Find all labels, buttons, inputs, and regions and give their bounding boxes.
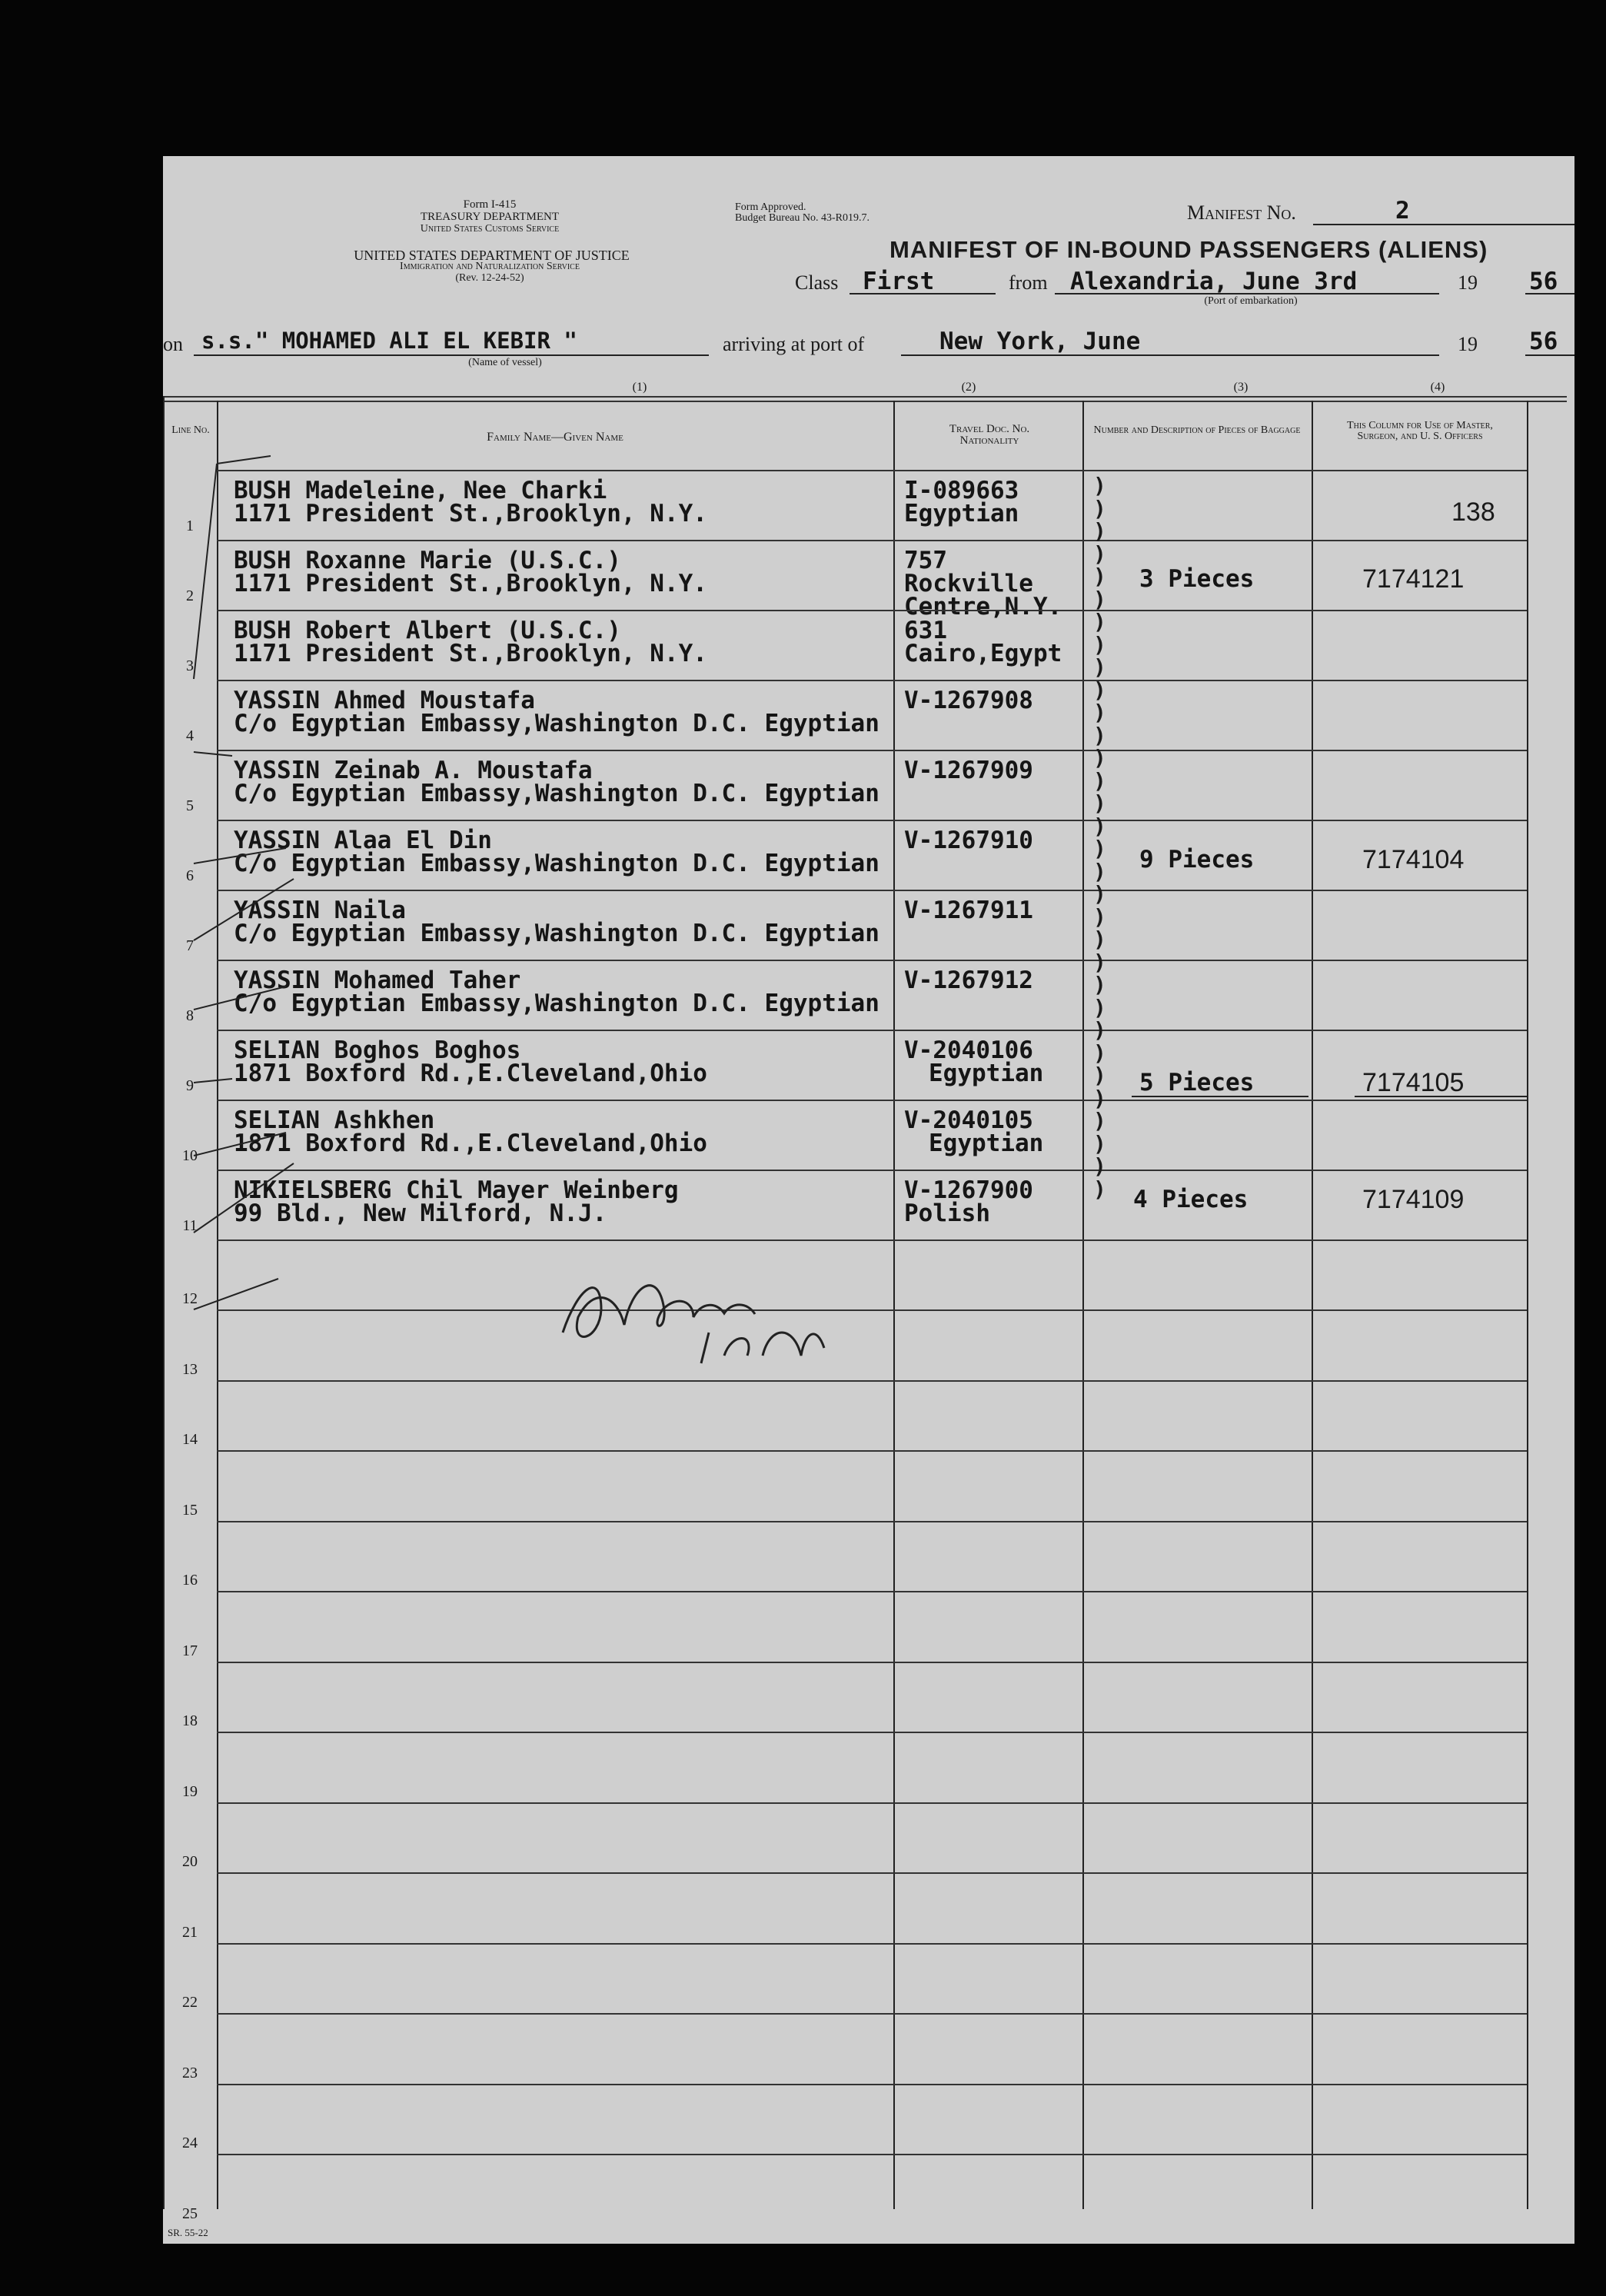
justice-dept: UNITED STATES DEPARTMENT OF JUSTICE: [354, 248, 630, 263]
line-number: 4: [186, 727, 194, 744]
passenger-name: YASSIN Naila: [234, 897, 406, 924]
officer-underline: [1355, 1096, 1527, 1097]
line-number: 5: [186, 797, 194, 814]
form-approved: Form Approved.: [735, 201, 806, 213]
travel-doc-no: V-2040106: [904, 1037, 1033, 1064]
line-number: 6: [186, 867, 194, 884]
year-prefix-2: 19: [1458, 333, 1478, 355]
travel-doc-no: V-1267911: [904, 897, 1033, 924]
bracket-mark: ): [1093, 609, 1106, 634]
line-number: 14: [182, 1431, 198, 1448]
col-num-3: (3): [1233, 381, 1249, 394]
year-value-2: 56: [1529, 328, 1558, 355]
bracket-mark: ): [1093, 631, 1106, 657]
arriving-label: arriving at port of: [723, 333, 865, 355]
bracket-mark: ): [1093, 1040, 1106, 1066]
baggage-entry: 3 Pieces: [1139, 565, 1255, 593]
row-divider: [217, 1732, 1527, 1733]
bracket-mark: ): [1093, 1108, 1106, 1133]
passenger-address: 1171 President St.,Brooklyn, N.Y.: [234, 640, 707, 667]
passenger-name: BUSH Roxanne Marie (U.S.C.): [234, 547, 621, 574]
bracket-mark: ): [1093, 790, 1106, 816]
passenger-address: C/o Egyptian Embassy,Washington D.C. Egyptian: [234, 850, 879, 877]
passenger-name: SELIAN Boghos Boghos: [234, 1037, 521, 1064]
embark-caption: (Port of embarkation): [1204, 295, 1298, 307]
customs-service: United States Customs Service: [420, 223, 560, 235]
row-divider: [217, 1450, 1527, 1452]
line-number: 12: [182, 1290, 198, 1307]
manifest-no-value: 2: [1395, 197, 1410, 225]
row-divider: [217, 1802, 1527, 1804]
on-label: on: [163, 333, 183, 355]
nationality: Rockville: [904, 570, 1033, 597]
passenger-name: YASSIN Alaa El Din: [234, 827, 492, 854]
bracket-mark: ): [1093, 903, 1106, 930]
passenger-address: 1871 Boxford Rd.,E.Cleveland,Ohio: [234, 1060, 707, 1087]
travel-doc-no: V-1267909: [904, 757, 1033, 784]
bracket-mark: ): [1093, 564, 1106, 589]
line-number: 17: [182, 1642, 198, 1659]
officer-entry: 138: [1451, 497, 1495, 527]
col-num-4: (4): [1430, 381, 1445, 394]
row-divider: [217, 1591, 1527, 1592]
bracket-mark: ): [1093, 473, 1106, 498]
check-marks: [171, 448, 555, 1402]
header-baggage: Number and Description of Pieces of Baggage: [1093, 424, 1301, 436]
bracket-mark: ): [1093, 836, 1106, 861]
line-number: 25: [182, 2204, 198, 2222]
bracket-mark: ): [1093, 495, 1106, 521]
bracket-mark: ): [1093, 518, 1106, 544]
year-value-1: 56: [1529, 268, 1558, 295]
bracket-mark: ): [1093, 881, 1106, 907]
line-number: 3: [186, 657, 194, 674]
row-divider: [217, 1943, 1527, 1945]
passenger-name: BUSH Robert Albert (U.S.C.): [234, 617, 621, 644]
bracket-mark: ): [1093, 1130, 1106, 1156]
bracket-mark: ): [1093, 677, 1106, 703]
treasury-dept: TREASURY DEPARTMENT: [420, 211, 560, 223]
col-divider-4: [1312, 401, 1313, 2209]
passenger-name: YASSIN Ahmed Moustafa: [234, 687, 535, 714]
table-right: [1527, 401, 1528, 2209]
vessel-line: [194, 354, 709, 356]
row-divider: [217, 1662, 1527, 1663]
signature-scribble: [547, 1240, 855, 1394]
nationality: Egyptian: [904, 500, 1019, 527]
vessel-value: s.s." MOHAMED ALI EL KEBIR ": [201, 328, 577, 354]
baggage-underline: [1132, 1096, 1308, 1097]
line-number: 23: [182, 2064, 198, 2081]
bracket-mark: ): [1093, 1063, 1106, 1088]
bracket-mark: ): [1093, 949, 1106, 975]
col-num-1: (1): [632, 381, 647, 394]
line-number: 21: [182, 1923, 198, 1941]
table-left: [163, 396, 165, 2209]
from-value: Alexandria, June 3rd: [1070, 268, 1358, 295]
col-divider-3: [1082, 401, 1084, 2209]
row-divider: [217, 2084, 1527, 2085]
bracket-mark: ): [1093, 745, 1106, 770]
line-number: 15: [182, 1501, 198, 1519]
passenger-address: 1171 President St.,Brooklyn, N.Y.: [234, 570, 707, 597]
table-top: [163, 396, 1567, 398]
manifest-no-label: Manifest No.: [1187, 201, 1296, 224]
baggage-entry: 5 Pieces: [1139, 1069, 1255, 1096]
row-divider: [217, 1521, 1527, 1522]
header-line-no: Line No.: [171, 424, 210, 436]
bracket-mark: ): [1093, 994, 1106, 1020]
col-num-2: (2): [961, 381, 976, 394]
bracket-mark: ): [1093, 1176, 1106, 1202]
header-travel: Travel Doc. No. Nationality: [949, 423, 1030, 447]
officer-entry: 7174109: [1362, 1185, 1465, 1214]
budget-bureau: Budget Bureau No. 43-R019.7.: [735, 212, 870, 224]
year-prefix-1: 19: [1458, 271, 1478, 294]
baggage-entry: 9 Pieces: [1139, 846, 1255, 873]
passenger-address: C/o Egyptian Embassy,Washington D.C. Egyptian: [234, 920, 879, 947]
passenger-name: YASSIN Zeinab A. Moustafa: [234, 757, 593, 784]
passenger-name: BUSH Madeleine, Nee Charki: [234, 477, 607, 504]
bracket-mark: ): [1093, 1153, 1106, 1179]
nationality: Egyptian: [929, 1130, 1044, 1157]
line-number: 13: [182, 1360, 198, 1378]
ins-service: Immigration and Naturalization Service: [400, 261, 580, 272]
bracket-mark: ): [1093, 813, 1106, 839]
header-name: Family Name—Given Name: [487, 431, 623, 444]
line-number: 19: [182, 1782, 198, 1800]
passenger-name: SELIAN Ashkhen: [234, 1106, 435, 1134]
travel-doc-no: V-1267908: [904, 687, 1033, 714]
form-number: Form I-415: [463, 198, 517, 211]
nationality-line2: Centre,N.Y.: [904, 593, 1062, 621]
travel-doc-no: V-1267900: [904, 1176, 1033, 1204]
line-number: 16: [182, 1572, 198, 1589]
officer-entry: 7174121: [1362, 564, 1465, 594]
bracket-mark: ): [1093, 722, 1106, 748]
travel-doc-no: 757: [904, 547, 947, 574]
passenger-name: YASSIN Mohamed Taher: [234, 967, 521, 994]
travel-doc-no: 631: [904, 617, 947, 644]
row-divider: [217, 1872, 1527, 1874]
line-number: 11: [182, 1217, 198, 1234]
bracket-mark: ): [1093, 1017, 1106, 1043]
nationality: Cairo,Egypt: [904, 640, 1062, 667]
officer-entry: 7174105: [1362, 1068, 1465, 1097]
vessel-caption: (Name of vessel): [468, 357, 542, 368]
row-divider: [217, 2013, 1527, 2015]
bracket-mark: ): [1093, 1085, 1106, 1111]
manifest-sheet: [163, 156, 1574, 2244]
bracket-mark: ): [1093, 767, 1106, 794]
bracket-mark: ): [1093, 972, 1106, 997]
revision: (Rev. 12-24-52): [455, 272, 524, 284]
bracket-mark: ): [1093, 586, 1106, 612]
manifest-title: MANIFEST OF IN-BOUND PASSENGERS (ALIENS): [889, 236, 1488, 263]
travel-doc-no: V-1267912: [904, 967, 1033, 994]
bracket-mark: ): [1093, 700, 1106, 725]
nationality: Egyptian: [929, 1060, 1044, 1087]
passenger-address: 1871 Boxford Rd.,E.Cleveland,Ohio: [234, 1130, 707, 1157]
line-number: 22: [182, 1994, 198, 2011]
line-number: 24: [182, 2135, 198, 2151]
header-officers: This Column for Use of Master, Surgeon, and U. S. Officers: [1347, 420, 1493, 442]
bracket-mark: ): [1093, 654, 1106, 680]
travel-doc-no: V-1267910: [904, 827, 1033, 854]
line-number: 20: [182, 1853, 198, 1870]
line-number: 1: [186, 517, 194, 534]
line-number: 10: [182, 1147, 198, 1164]
passenger-address: C/o Egyptian Embassy,Washington D.C. Egyptian: [234, 990, 879, 1017]
passenger-address: C/o Egyptian Embassy,Washington D.C. Egyptian: [234, 710, 879, 737]
bracket-mark: ): [1093, 541, 1106, 567]
class-label: Class: [795, 271, 839, 294]
row-divider: [217, 2154, 1527, 2155]
nationality: Polish: [904, 1200, 990, 1227]
bracket-mark: ): [1093, 927, 1106, 952]
travel-doc-no: I-089663: [904, 477, 1019, 504]
line-number: 8: [186, 1007, 194, 1024]
bracket-mark: ): [1093, 858, 1106, 884]
passenger-address: C/o Egyptian Embassy,Washington D.C. Egyptian: [234, 780, 879, 807]
passenger-name: NIKIELSBERG Chil Mayer Weinberg: [234, 1176, 679, 1204]
passenger-address: 99 Bld., New Milford, N.J.: [234, 1200, 607, 1227]
manifest-no-line: [1313, 224, 1574, 225]
col-divider-2: [893, 401, 895, 2209]
line-number: 7: [186, 937, 194, 954]
from-label: from: [1009, 271, 1048, 294]
line-number: 18: [182, 1712, 198, 1729]
line-number: 2: [186, 587, 194, 604]
passenger-address: 1171 President St.,Brooklyn, N.Y.: [234, 500, 707, 527]
baggage-entry: 4 Pieces: [1133, 1186, 1249, 1213]
arriving-value: New York, June: [939, 328, 1141, 355]
travel-doc-no: V-2040105: [904, 1106, 1033, 1134]
officer-entry: 7174104: [1362, 845, 1465, 874]
class-value: First: [863, 268, 935, 295]
footer-code: SR. 55-22: [168, 2227, 208, 2238]
line-number: 9: [186, 1077, 194, 1094]
table-top-2: [163, 401, 1567, 402]
